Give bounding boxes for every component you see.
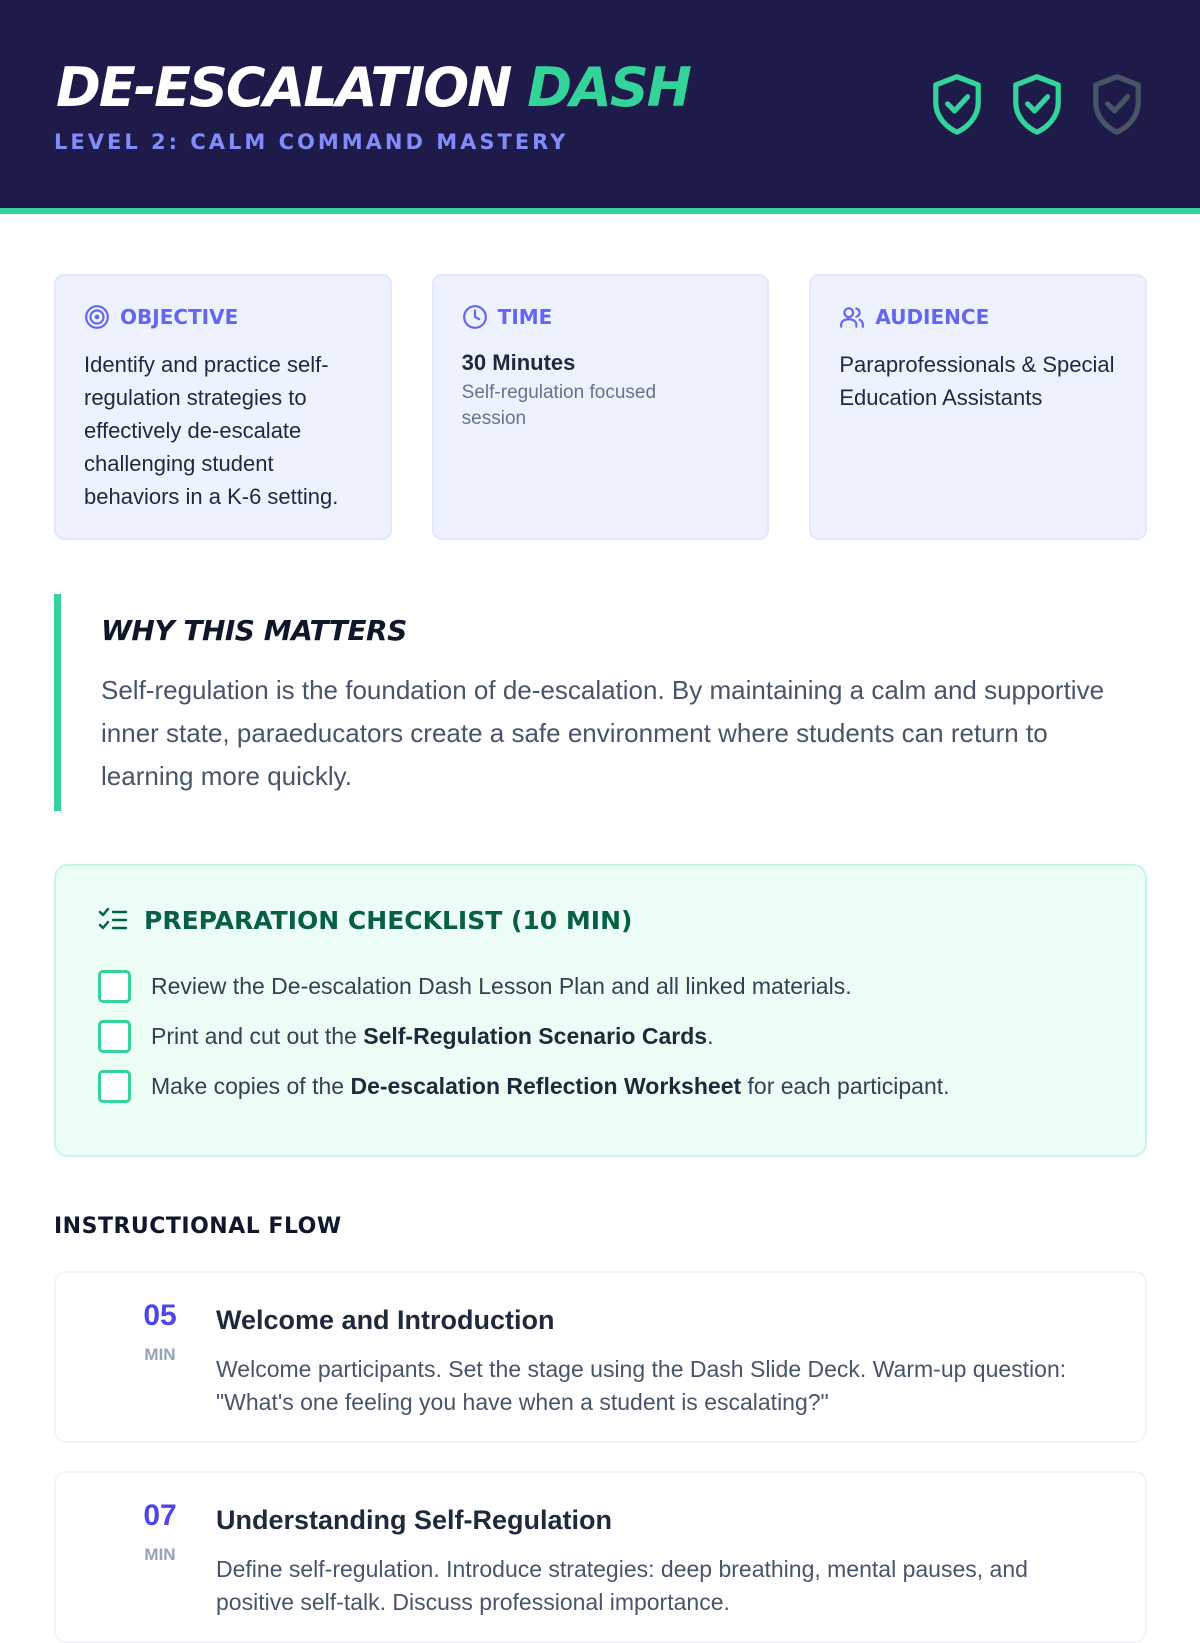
step-description: Define self-regulation. Introduce strategies: deep breathing, mental pauses, and positive self-talk. Discuss professional importance. <box>216 1556 1028 1615</box>
level-subtitle: LEVEL 2: CALM COMMAND MASTERY <box>54 130 569 154</box>
shield-check-icon-locked <box>1088 72 1146 138</box>
audience-card <box>809 274 1147 540</box>
why-section <box>54 594 1147 811</box>
badge-row <box>928 72 1146 138</box>
title-main: DE-ESCALATION <box>56 56 511 119</box>
clock-icon <box>462 304 488 330</box>
why-text: Self-regulation is the foundation of de-escalation. By maintaining a calm and supportive inner state, paraeducators create a safe environment where students can return to learning more quickly. <box>101 675 1105 791</box>
checklist-item <box>98 1011 1103 1061</box>
page-title <box>56 56 690 120</box>
checklist-item-text: Review the De-escalation Dash Lesson Plan and all linked materials. <box>151 972 852 999</box>
flow-title: INSTRUCTIONAL FLOW <box>54 1214 342 1239</box>
time-value: 30 Minutes <box>461 350 576 375</box>
page-header <box>0 0 1200 214</box>
step-description: Welcome participants. Set the stage using the Dash Slide Deck. Warm-up question: "What's one feeling you have when a student is escalating?" <box>216 1356 1067 1415</box>
time-note: Self-regulation focused session <box>461 382 657 429</box>
step-minutes: 05 <box>143 1299 177 1332</box>
audience-label: AUDIENCE <box>875 305 990 329</box>
checklist-item <box>98 961 1103 1011</box>
checklist-icon <box>98 907 128 935</box>
step-title: Welcome and Introduction <box>216 1305 555 1335</box>
step-unit: MIN <box>144 1345 176 1364</box>
checklist-item-text: Print and cut out the Self-Regulation Scenario Cards. <box>151 1022 714 1049</box>
objective-text: Identify and practice self-regulation strategies to effectively de-escalate challenging student behaviors in a K-6 setting. <box>84 352 339 509</box>
checklist-item <box>98 1061 1103 1111</box>
step-title: Understanding Self-Regulation <box>216 1505 613 1535</box>
audience-text: Paraprofessionals & Special Education Assistants <box>839 352 1115 410</box>
info-cards <box>54 274 1147 540</box>
users-icon <box>839 304 865 330</box>
checkbox[interactable] <box>98 970 131 1003</box>
objective-card <box>54 274 392 540</box>
checkbox[interactable] <box>98 1020 131 1053</box>
shield-check-icon <box>928 72 986 138</box>
checklist-title: PREPARATION CHECKLIST (10 MIN) <box>144 906 633 935</box>
objective-label: OBJECTIVE <box>120 305 239 329</box>
preparation-checklist <box>54 864 1147 1157</box>
flow-step <box>54 1471 1147 1643</box>
checkbox[interactable] <box>98 1070 131 1103</box>
step-unit: MIN <box>144 1545 176 1564</box>
time-label: TIME <box>497 305 553 329</box>
checklist-item-text: Make copies of the De-escalation Reflection Worksheet for each participant. <box>151 1072 950 1099</box>
why-title: WHY THIS MATTERS <box>101 614 407 647</box>
time-card <box>432 274 770 540</box>
shield-check-icon <box>1008 72 1066 138</box>
flow-step <box>54 1271 1147 1443</box>
title-accent: DASH <box>527 56 690 119</box>
step-minutes: 07 <box>143 1499 177 1532</box>
target-icon <box>84 304 110 330</box>
